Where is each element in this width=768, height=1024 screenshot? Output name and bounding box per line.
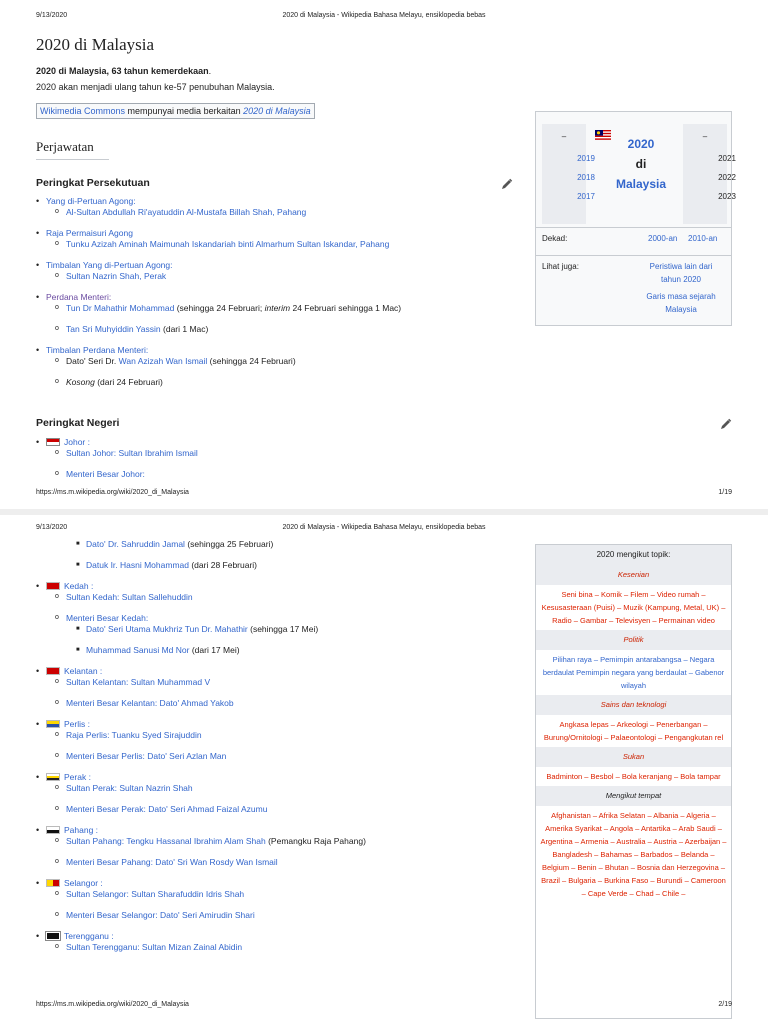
pdf-page-2: [0, 512, 768, 1024]
list-item: [36, 942, 496, 953]
note-text: (sehingga 25 Februari): [184, 539, 274, 549]
note-text: (dari 28 Februari): [188, 560, 258, 570]
navbox-group-header: Sains dan teknologi: [536, 695, 731, 715]
list-item: [36, 698, 496, 709]
commons-link[interactable]: Wikimedia Commons: [40, 106, 126, 116]
prev-years-column: [542, 124, 595, 224]
state-list: [36, 437, 496, 480]
navbox-group-links: [536, 715, 731, 747]
list-item: [36, 239, 496, 250]
year-link[interactable]: 2018: [577, 173, 595, 182]
list-item: [36, 783, 496, 794]
list-item: [36, 666, 496, 677]
terengganu-flag-icon: [46, 932, 60, 940]
federal-role-link[interactable]: Timbalan Yang di-Pertuan Agong:: [46, 260, 173, 270]
country-link[interactable]: Malaysia: [615, 177, 667, 191]
dash-text: –: [561, 132, 567, 141]
list-item: [36, 931, 496, 942]
holder-link[interactable]: Menteri Besar Kelantan: Dato' Ahmad Yakob: [66, 698, 234, 708]
list-item: [36, 825, 496, 836]
list-item: [36, 345, 496, 356]
list-item: [36, 539, 496, 550]
year-link[interactable]: 2021: [718, 154, 736, 163]
holder-link[interactable]: Wan Azizah Wan Ismail: [118, 356, 208, 366]
holder-link[interactable]: Menteri Besar Kedah:: [66, 613, 149, 623]
pdf-header: [36, 524, 732, 534]
federal-role-link[interactable]: Yang di-Pertuan Agong:: [46, 196, 136, 206]
navbox-links[interactable]: Seni bina – Komik – Filem – Video rumah – Kesusasteraan (Puisi) – Muzik (Kampung, Metal, UK) – Radio – Gambar – Televisyen – Permainan video: [541, 590, 726, 625]
list-item: [36, 292, 496, 303]
navbox-links[interactable]: Angkasa lepas – Arkeologi – Penerbangan – Burung/Ornitologi – Palaeontologi – Pengangkutan rel: [543, 720, 724, 742]
note-text: 24 Februari sehingga 1 Mac): [290, 303, 402, 313]
list-item: [36, 560, 496, 571]
perak-flag-icon: [46, 773, 60, 781]
note-text: (Pemangku Raja Pahang): [265, 836, 366, 846]
pdf-title: 2020 di Malaysia - Wikipedia Bahasa Melayu, ensiklopedia bebas: [282, 524, 486, 531]
kedah-flag-icon: [46, 582, 60, 590]
state-link[interactable]: Selangor :: [64, 878, 103, 888]
infobox-title: [600, 134, 682, 194]
holder-link[interactable]: Al-Sultan Abdullah Ri'ayatuddin Al-Mustafa Billah Shah, Pahang: [66, 207, 307, 217]
list-item: [36, 592, 496, 603]
state-link[interactable]: Perlis :: [64, 719, 90, 729]
pdf-date: 9/13/2020: [36, 12, 68, 19]
holder-link[interactable]: Dato' Dr. Sahruddin Jamal: [86, 539, 185, 549]
subheading-state: Peringkat Negeri: [36, 417, 120, 429]
navbox-group-header: Mengikut tempat: [536, 786, 731, 806]
list-item: [36, 207, 496, 218]
list-item: [36, 857, 496, 868]
decade-link[interactable]: 2010-an: [688, 234, 718, 243]
federal-role-link[interactable]: Perdana Menteri:: [46, 292, 112, 302]
note-text: (dari 24 Februari): [94, 377, 163, 387]
navbox-links[interactable]: Pilihan raya – Pemimpin antarabangsa – Negara berdaulat Pemimpin negara yang berdaulat – Gabenor wilayah: [542, 655, 725, 690]
year-link[interactable]: 2022: [718, 173, 736, 182]
edit-pencil-icon[interactable]: [501, 178, 513, 190]
vacant-text: Kosong: [66, 377, 95, 387]
holder-link[interactable]: Dato' Seri Utama Mukhriz Tun Dr. Mahathir: [86, 624, 248, 634]
holder-link[interactable]: Raja Perlis: Tuanku Syed Sirajuddin: [66, 730, 202, 740]
state-list-continued: [36, 539, 496, 953]
list-item: [36, 581, 496, 592]
title-di: di: [635, 157, 647, 171]
pdf-url: https://ms.m.wikipedia.org/wiki/2020_di_Malaysia: [36, 489, 189, 496]
holder-link[interactable]: Tunku Azizah Aminah Maimunah Iskandariah binti Almarhum Sultan Iskandar, Pahang: [66, 239, 390, 249]
list-item: [36, 437, 496, 448]
pdf-page-number: 2/19: [718, 1001, 732, 1008]
note-text: (sehingga 24 Februari): [207, 356, 296, 366]
note-text: (dari 1 Mac): [160, 324, 209, 334]
page-title: 2020 di Malaysia: [36, 35, 155, 54]
pahang-flag-icon: [46, 826, 60, 834]
navbox-group-header: Sukan: [536, 747, 731, 767]
note-text: (dari 17 Mei): [189, 645, 240, 655]
list-item: [36, 804, 496, 815]
list-item: [36, 751, 496, 762]
state-link[interactable]: Johor :: [64, 437, 90, 447]
note-text: (sehingga 17 Mei): [247, 624, 319, 634]
federal-role-link[interactable]: Timbalan Perdana Menteri:: [46, 345, 149, 355]
intro-period: .: [208, 66, 212, 76]
state-link[interactable]: Kelantan :: [64, 666, 103, 676]
navbox-links[interactable]: Afghanistan – Afrika Selatan – Albania – Algeria – Amerika Syarikat – Angola – Antartika – Arab Saudi – Argentina – Armenia – Australia – Austria – Azerbaijan – Bangladesh – Bahamas – Barbados – Belanda – Belgium – Benin – Bhutan – Bosnia dan Herzegovina – Brazil – Bulgaria – Burkina Faso – Burundi – Cameroon – Cape Verde – Chad – Chile –: [540, 811, 727, 898]
holder-link[interactable]: Menteri Besar Johor:: [66, 469, 145, 479]
list-item: [36, 260, 496, 271]
list-item: [36, 719, 496, 730]
navbox-group-links: [536, 806, 731, 903]
list-item: [36, 677, 496, 688]
list-item: [36, 730, 496, 741]
commons-text: mempunyai media berkaitan: [125, 106, 244, 116]
list-item: [36, 303, 496, 314]
year-title-link[interactable]: 2020: [627, 137, 655, 151]
holder-link[interactable]: Tun Dr Mahathir Mohammad: [66, 303, 175, 313]
topic-navbox: [535, 544, 732, 1019]
holder-link[interactable]: Sultan Kelantan: Sultan Muhammad V: [66, 677, 211, 687]
navbox-group-links: [536, 767, 731, 786]
state-link[interactable]: Pahang :: [64, 825, 99, 835]
navbox-group-links: [536, 650, 731, 695]
holder-link[interactable]: Sultan Kedah: Sultan Sallehuddin: [66, 592, 193, 602]
commons-topic-link[interactable]: 2020 di Malaysia: [243, 106, 311, 116]
pdf-page-number: 1/19: [718, 489, 732, 496]
list-item: [36, 196, 496, 207]
navbox-links[interactable]: Badminton – Besbol – Bola keranjang – Bola tampar: [546, 772, 721, 781]
holder-link[interactable]: Sultan Nazrin Shah, Perak: [66, 271, 167, 281]
pdf-date: 9/13/2020: [36, 524, 68, 531]
pdf-header: [36, 12, 732, 22]
note-italic: interim: [264, 303, 291, 313]
holder-link[interactable]: Datuk Ir. Hasni Mohammad: [86, 560, 189, 570]
state-link[interactable]: Kedah :: [64, 581, 94, 591]
holder-link[interactable]: Sultan Selangor: Sultan Sharafuddin Idris Shah: [66, 889, 245, 899]
holder-link[interactable]: Sultan Terengganu: Sultan Mizan Zainal Abidin: [66, 942, 243, 952]
holder-link[interactable]: Menteri Besar Perlis: Dato' Seri Azlan Man: [66, 751, 227, 761]
holder-link[interactable]: Sultan Pahang: Tengku Hassanal Ibrahim Alam Shah: [66, 836, 266, 846]
commons-box: [36, 103, 315, 119]
list-item: [36, 469, 496, 480]
state-link[interactable]: Perak :: [64, 772, 91, 782]
subheading-federal: Peringkat Persekutuan: [36, 177, 150, 189]
list-item: [36, 377, 496, 388]
prefix-text: Dato' Seri Dr.: [66, 356, 119, 366]
edit-pencil-icon[interactable]: [720, 418, 732, 430]
navbox-group-header: Kesenian: [536, 565, 731, 585]
navbox-title: 2020 mengikut topik:: [536, 545, 731, 565]
list-item: [36, 645, 496, 656]
federal-list: [36, 196, 496, 388]
perlis-flag-icon: [46, 720, 60, 728]
see-also-link[interactable]: Peristiwa lain dari tahun 2020: [649, 262, 713, 284]
year-link[interactable]: 2019: [577, 154, 595, 163]
navbox-group-links: [536, 585, 731, 630]
holder-link[interactable]: Sultan Perak: Sultan Nazrin Shah: [66, 783, 193, 793]
list-item: [36, 613, 496, 624]
state-link[interactable]: Terengganu :: [64, 931, 114, 941]
list-item: [36, 448, 496, 459]
holder-link[interactable]: Muhammad Sanusi Md Nor: [86, 645, 190, 655]
year-infobox: [535, 111, 736, 326]
holder-link[interactable]: Tan Sri Muhyiddin Yassin: [66, 324, 161, 334]
holder-link[interactable]: Menteri Besar Selangor: Dato' Seri Amirudin Shari: [66, 910, 255, 920]
list-item: [36, 624, 496, 635]
list-item: [36, 356, 496, 367]
holder-link[interactable]: Menteri Besar Perak: Dato' Seri Ahmad Faizal Azumu: [66, 804, 268, 814]
pdf-title: 2020 di Malaysia - Wikipedia Bahasa Melayu, ensiklopedia bebas: [282, 12, 486, 19]
list-item: [36, 878, 496, 889]
list-item: [36, 910, 496, 921]
selangor-flag-icon: [46, 879, 60, 887]
johor-flag-icon: [46, 438, 60, 446]
navbox-group-header: Politik: [536, 630, 731, 650]
decade-link[interactable]: 2000-an: [648, 234, 678, 243]
pdf-url: https://ms.m.wikipedia.org/wiki/2020_di_Malaysia: [36, 1001, 189, 1008]
holder-link[interactable]: Menteri Besar Pahang: Dato' Sri Wan Rosdy Wan Ismail: [66, 857, 278, 867]
list-item: [36, 271, 496, 282]
intro-bold: 2020 di Malaysia, 63 tahun kemerdekaan: [36, 66, 209, 76]
intro-line-2: 2020 akan menjadi ulang tahun ke-57 penubuhan Malaysia.: [36, 82, 275, 92]
year-link[interactable]: 2017: [577, 192, 595, 201]
next-years-column: [683, 124, 736, 224]
decade-label: Dekad:: [542, 234, 568, 243]
list-item: [36, 889, 496, 900]
section-heading-perjawatan: Perjawatan: [36, 139, 109, 160]
note-text: (sehingga 24 Februari;: [174, 303, 265, 313]
intro-text: [36, 66, 211, 76]
federal-role-link[interactable]: Raja Permaisuri Agong: [46, 228, 133, 238]
list-item: [36, 772, 496, 783]
list-item: [36, 836, 496, 847]
kelantan-flag-icon: [46, 667, 60, 675]
see-also-label: Lihat juga:: [542, 262, 579, 271]
year-link[interactable]: 2023: [718, 192, 736, 201]
list-item: [36, 324, 496, 335]
dash-text: –: [702, 132, 708, 141]
see-also-link[interactable]: Garis masa sejarah Malaysia: [646, 292, 716, 314]
holder-link[interactable]: Sultan Johor: Sultan Ibrahim Ismail: [66, 448, 198, 458]
list-item: [36, 228, 496, 239]
